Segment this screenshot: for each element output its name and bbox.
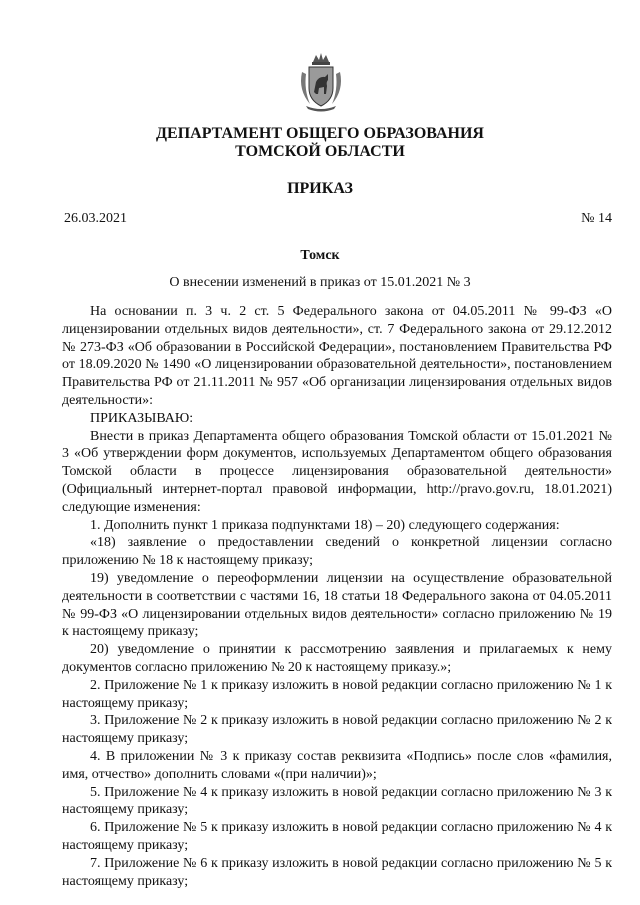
body-paragraph: 5. Приложение № 4 к приказу изложить в новой редакции согласно приложению № 3 к настоящему приказу; <box>62 784 612 818</box>
department-title-line1: ДЕПАРТАМЕНТ ОБЩЕГО ОБРАЗОВАНИЯ <box>156 125 484 142</box>
body-paragraph: «18) заявление о предоставлении сведений о конкретной лицензии согласно приложению № 18 к настоящему приказу; <box>62 535 612 569</box>
document-city: Томск <box>300 248 340 263</box>
decree-word: ПРИКАЗЫВАЮ: <box>90 410 194 426</box>
body-paragraph: 4. В приложении № 3 к приказу состав реквизита «Подпись» после слов «фамилия, имя, отчество» дополнить словами «(при наличии)»; <box>62 748 612 782</box>
department-title-line2: ТОМСКОЙ ОБЛАСТИ <box>235 143 405 160</box>
body-paragraph: 19) уведомление о переоформлении лицензии на осуществление образовательной деятельности в соответствии с частями 16, 18 статьи 18 Федерального закона от 04.05.2011 № 99-ФЗ «О лицензировании отдельных видов деятельности» согласно приложению № 19 к настоящему приказу; <box>62 570 612 640</box>
body-paragraph: 1. Дополнить пункт 1 приказа подпунктами 18) – 20) следующего содержания: <box>90 517 560 533</box>
document-subject: О внесении изменений в приказ от 15.01.2021 № 3 <box>169 275 471 290</box>
document-number: № 14 <box>581 211 612 226</box>
body-paragraph: Внести в приказ Департамента общего образования Томской области от 15.01.2021 № 3 «Об утверждении форм документов, используемых Департаментом общего образования Томской области в процессе лицензирования образовательной деятельности» (Официальный интернет-портал правовой информации, http://pravo.gov.ru, 18.01.2021) следующие изменения: <box>62 428 612 515</box>
body-paragraph: 3. Приложение № 2 к приказу изложить в новой редакции согласно приложению № 2 к настоящему приказу; <box>62 713 612 747</box>
document-date: 26.03.2021 <box>64 211 127 226</box>
body-paragraph: 2. Приложение № 1 к приказу изложить в новой редакции согласно приложению № 1 к настоящему приказу; <box>62 677 612 711</box>
coat-of-arms-icon <box>296 52 346 112</box>
document-type: ПРИКАЗ <box>287 180 353 197</box>
body-paragraph: На основании п. 3 ч. 2 ст. 5 Федерального закона от 04.05.2011 № 99-ФЗ «О лицензировании отдельных видов деятельности», ст. 7 Федерального закона от 29.12.2012 № 273-ФЗ «Об образовании в Российской Федерации», постановлением Правительства РФ от 18.09.2020 № 1490 «О лицензировании образовательной деятельности», постановлением Правительства РФ от 21.11.2011 № 957 «Об организации лицензирования отдельных видов деятельности»: <box>62 304 612 408</box>
body-paragraph: 7. Приложение № 6 к приказу изложить в новой редакции согласно приложению № 5 к настоящему приказу; <box>62 855 612 889</box>
department-title <box>0 125 640 161</box>
body-paragraph: 20) уведомление о принятии к рассмотрению заявления и прилагаемых к нему документов согласно приложению № 20 к настоящему приказу.»; <box>62 642 612 675</box>
document-body <box>62 303 612 890</box>
body-paragraph: 6. Приложение № 5 к приказу изложить в новой редакции согласно приложению № 4 к настоящему приказу; <box>62 820 612 853</box>
